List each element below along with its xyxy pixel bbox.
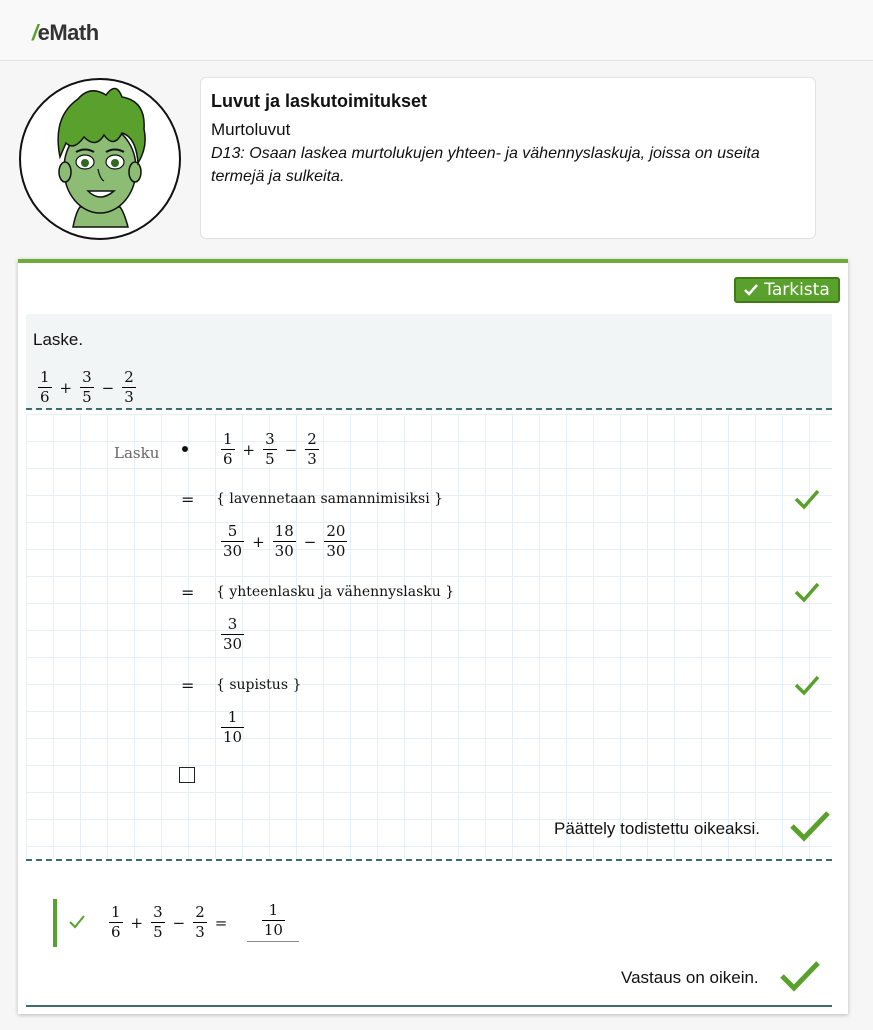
exercise-card (18, 259, 848, 1014)
equals-sign: = (181, 490, 195, 509)
proof-step-4[interactable]: $\frac{1}{10}$ (223, 708, 243, 746)
proof-label: Lasku (114, 444, 160, 462)
lesson-info-card (200, 77, 816, 239)
bullet-icon (182, 446, 188, 452)
correct-check-icon (794, 581, 820, 603)
answer-verdict: Vastaus on oikein. (621, 968, 759, 987)
justification-1[interactable]: { lavennetaan samannimisiksi } (216, 491, 444, 507)
check-button[interactable] (734, 277, 840, 303)
justification-2[interactable]: { yhteenlasku ja vähennyslasku } (216, 584, 455, 600)
answer-row (53, 899, 357, 947)
correct-check-icon (790, 810, 830, 842)
correct-check-icon (794, 674, 820, 696)
question-box (26, 314, 832, 410)
fraction: $\frac{1}{6}$ (40, 368, 50, 406)
correct-check-icon (780, 960, 820, 992)
checkmark-icon (744, 284, 758, 296)
proof-workspace[interactable] (26, 414, 832, 859)
fraction: $\frac{2}{3}$ (124, 368, 134, 406)
section-divider (26, 859, 832, 861)
equals-sign: = (181, 583, 195, 602)
lesson-description: D13: Osaan laskea murtolukujen yhteen- ja vähennyslaskuja, joissa on useita termejä ja sulkeita. (211, 145, 760, 185)
justification-3[interactable]: { supistus } (216, 677, 302, 693)
proof-step-2[interactable]: $\frac{5}{30}$ + $\frac{18}{30}$ − $\frac{20}{30}$ (223, 522, 346, 560)
question-prompt: Laske. (33, 330, 84, 349)
answer-expression: $\frac{1}{6}$ + $\frac{3}{5}$ − $\frac{2}{3}$ = $\frac{1}{10}$ (109, 903, 299, 942)
proof-verdict: Päättely todistettu oikeaksi. (554, 819, 761, 838)
check-button-label: Tarkista (764, 280, 830, 300)
operator: − (101, 378, 115, 397)
answer-input[interactable]: $\frac{1}{10}$ (247, 903, 299, 942)
top-bar (0, 0, 873, 61)
fraction: $\frac{3}{5}$ (82, 368, 92, 406)
lesson-subtitle: Murtoluvut (211, 120, 291, 139)
answer-check-icon (69, 915, 85, 929)
correct-check-icon (794, 488, 820, 510)
bottom-divider (26, 1005, 832, 1007)
qed-square-icon (179, 767, 195, 783)
proof-step-3[interactable]: $\frac{3}{30}$ (223, 615, 243, 653)
equals-sign: = (181, 676, 195, 695)
lesson-title: Luvut ja laskutoimitukset (211, 91, 428, 111)
question-expression (38, 370, 136, 405)
character-avatar (18, 77, 182, 241)
proof-step-1[interactable]: $\frac{1}{6}$ + $\frac{3}{5}$ − $\frac{2}{3}$ (223, 430, 317, 468)
emath-logo[interactable]: /eMath (32, 20, 99, 45)
operator: + (59, 378, 73, 397)
